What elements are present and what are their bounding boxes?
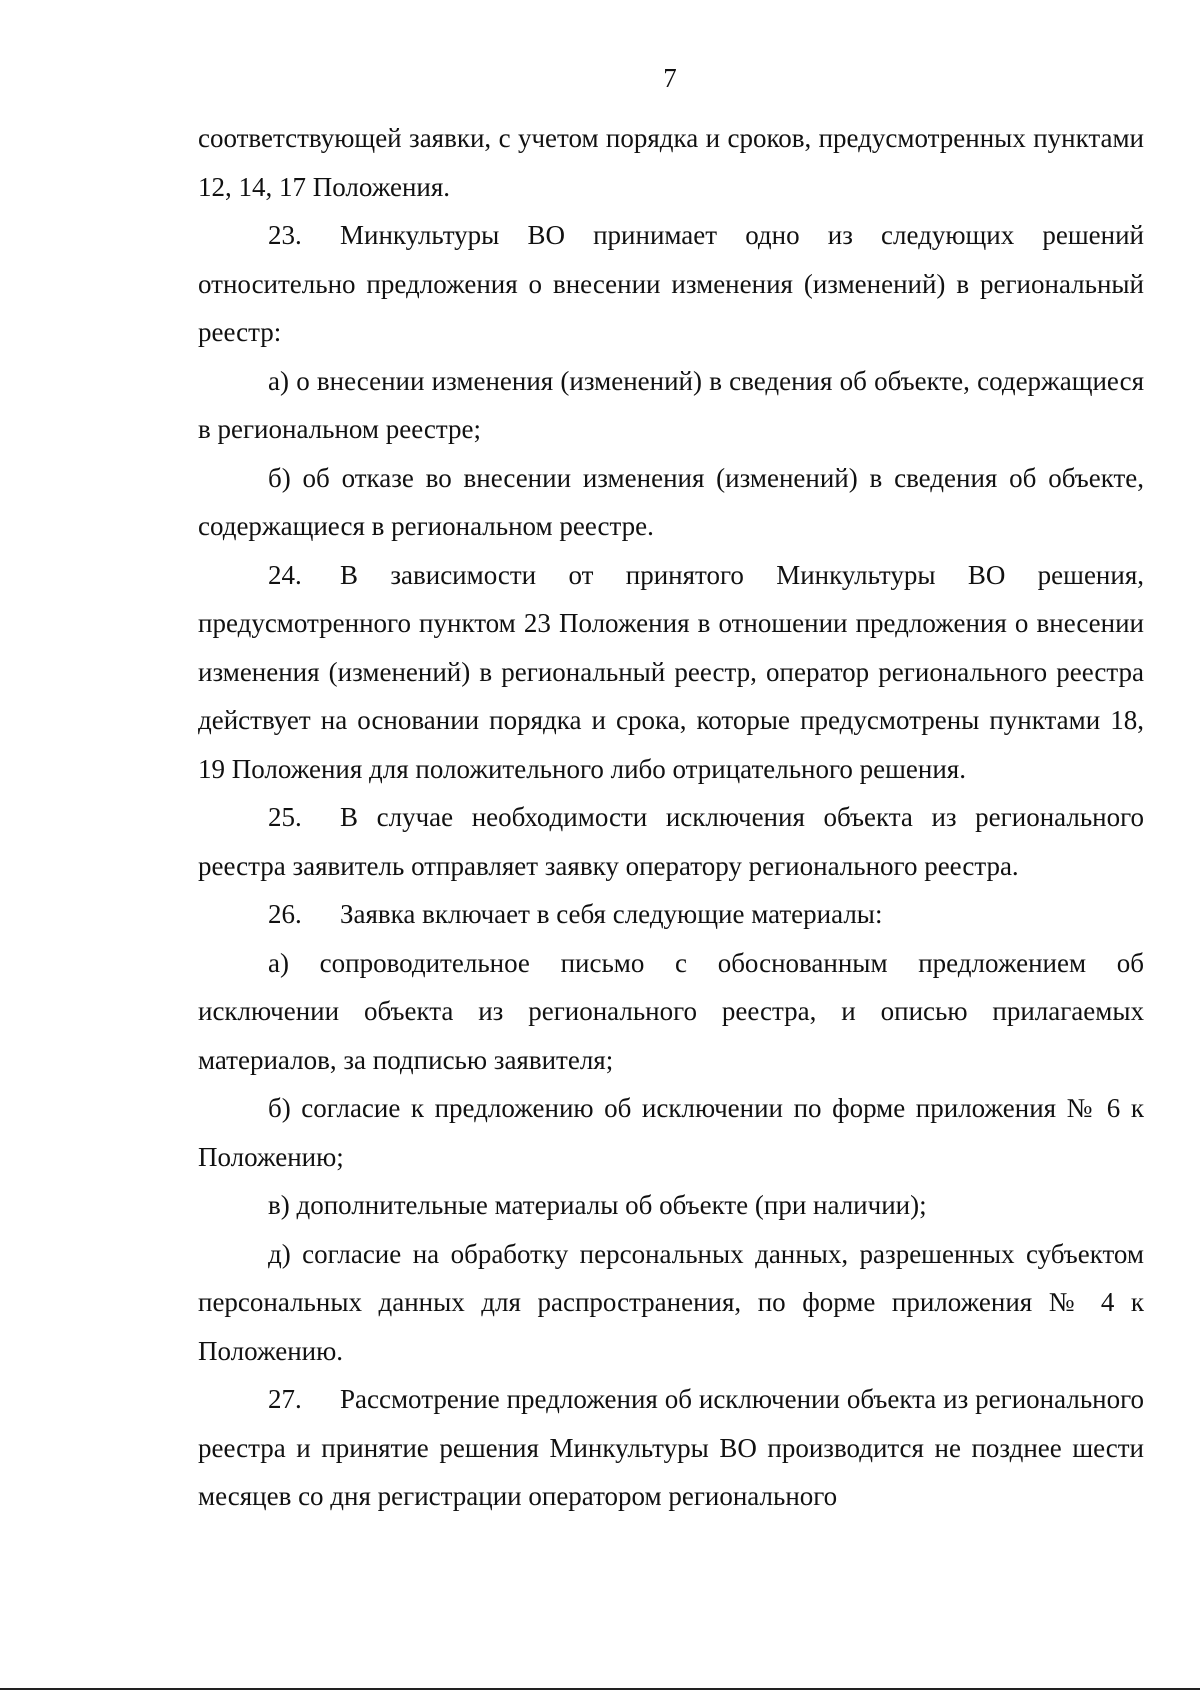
item-number: 24.	[268, 559, 302, 590]
paragraph-text: Рассмотрение предложения об исключении объекта из регионального реестра и принятие решения Минкультуры ВО производится не позднее шести месяцев со дня регистрации оператором регионального	[198, 1384, 1144, 1511]
paragraph-26	[198, 890, 1144, 939]
paragraph-text: соответствующей заявки, с учетом порядка и сроков, предусмотренных пунктами 12, 14, 17 Положения.	[198, 123, 1144, 202]
subitem-23b	[198, 454, 1144, 551]
subitem-26b	[198, 1084, 1144, 1181]
paragraph-text: в) дополнительные материалы об объекте (при наличии);	[268, 1190, 927, 1220]
paragraph-text: а) о внесении изменения (изменений) в сведения об объекте, содержащиеся в региональном реестре;	[198, 365, 1144, 444]
item-number: 25.	[268, 802, 302, 832]
paragraph-25	[198, 793, 1144, 890]
paragraph-text: Заявка включает в себя следующие материалы:	[340, 899, 883, 929]
subitem-23a	[198, 357, 1144, 454]
paragraph-text: б) согласие к предложению об исключении по форме приложения № 6 к Положению;	[198, 1093, 1144, 1172]
document-body	[198, 114, 1144, 1521]
subitem-26v	[198, 1181, 1144, 1230]
paragraph-continuation	[198, 114, 1144, 211]
item-number: 27.	[268, 1384, 302, 1414]
paragraph-27	[198, 1375, 1144, 1521]
bottom-scan-edge-line	[0, 1688, 1200, 1690]
item-number: 23.	[268, 220, 302, 250]
subitem-26a	[198, 939, 1144, 1085]
paragraph-text: В случае необходимости исключения объекта из регионального реестра заявитель отправляет заявку оператору регионального реестра.	[198, 802, 1144, 881]
paragraph-23	[198, 211, 1144, 357]
paragraph-text: б) об отказе во внесении изменения (изменений) в сведения об объекте, содержащиеся в региональном реестре.	[198, 462, 1144, 541]
paragraph-text: д) согласие на обработку персональных данных, разрешенных субъектом персональных данных для распространения, по форме приложения № 4 к Положению.	[198, 1238, 1144, 1366]
subitem-26d	[198, 1230, 1144, 1376]
paragraph-text: Минкультуры ВО принимает одно из следующих решений относительно предложения о внесении изменения (изменений) в региональный реестр:	[198, 220, 1144, 347]
paragraph-text: а) сопроводительное письмо с обоснованным предложением об исключении объекта из регионального реестра, и описью прилагаемых материалов, за подписью заявителя;	[198, 947, 1144, 1075]
page-number: 7	[663, 63, 677, 93]
paragraph-text: В зависимости от принятого Минкультуры ВО решения, предусмотренного пунктом 23 Положения в отношении предложения о внесении изменения (изменений) в региональный реестр, оператор регионального реестра действует на основании порядка и срока, которые предусмотрены пунктами 18, 19 Положения для положительного либо отрицательного решения.	[198, 559, 1144, 784]
item-number: 26.	[268, 899, 302, 929]
paragraph-24	[198, 551, 1144, 794]
